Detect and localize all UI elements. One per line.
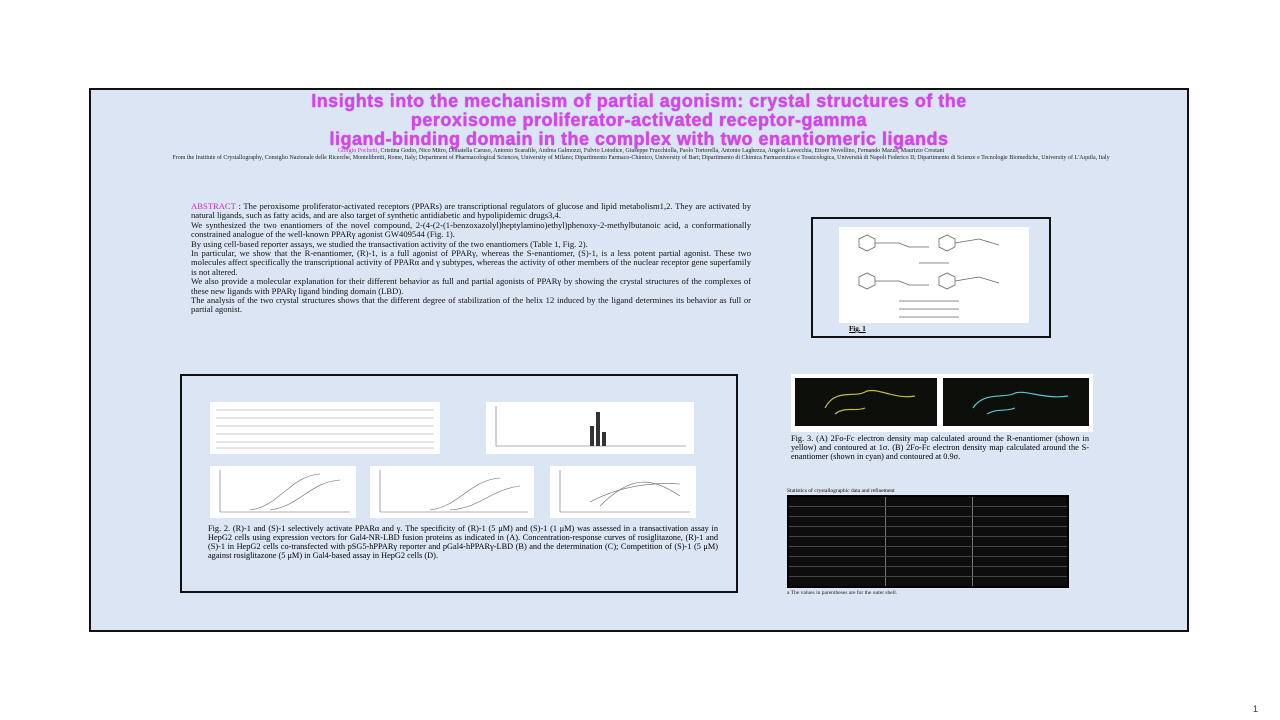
poster-slide [89,88,1189,632]
affiliation: From the Institute of Crystallography, Consiglio Nazionale delle Ricerche, Montelibretti, Rome, Italy; Department of Pharmacological Sciences, University of Milano; Dipartimento Farmaco-Chimico, University of Bari; Dipartimento di Chimica Farmaceutica e Tossicologica, Università di Napoli Federico II; Dipartimento di Scienze e Tecnologie Biomediche, University of L'Aquila, Italy [172,155,1110,161]
table-cell [886,547,973,557]
table-cell [972,507,1068,517]
table-cell [972,496,1068,507]
table-1 [787,488,1069,596]
abstract-heading: ABSTRACT [191,201,236,211]
figure-2c-curve-image [370,466,534,518]
table-cell [886,557,973,567]
table-cell [788,537,886,547]
figure-2d-curve-image [550,466,696,518]
dose-response-curves [210,466,356,518]
table-cell [886,507,973,517]
figure-1-box [811,217,1051,338]
figure-2a-table-image [210,402,440,454]
table-cell [788,517,886,527]
table-row [788,507,1068,517]
title-line-1: Insights into the mechanism of partial agonism: crystal structures of the [311,91,967,111]
abstract-paragraph: : The peroxisome proliferator-activated receptors (PPARs) are transcriptional regulators of glucose and lipid metabolism1,2. They are activated by natural ligands, such as fatty acids, and are also target of synthetic antidiabetic and hypolipidemic drugs3,4. [191,201,751,221]
table-row [788,517,1068,527]
density-map-s-drawing [943,378,1089,426]
table-cell [886,517,973,527]
lead-author: Giorgio Pochetti [337,148,378,154]
table-cell [886,567,973,577]
abstract-paragraph: The analysis of the two crystal structures shows that the different degree of stabilization of the helix 12 induced by the ligand determines its behavior as full or partial agonist. [191,295,751,315]
table-1-title: Statistics of crystallographic data and refinement [787,488,895,494]
table-row [788,537,1068,547]
abstract-paragraph: We synthesized the two enantiomers of the novel compound, 2-(4-(2-(1-benzoxazolyl)heptylamino)ethyl)phenoxy-2-methylbutanoic acid, a conformationally constrained analogue of the well-known PPARγ agonist GW409544 (Fig. 1). [191,219,751,240]
statistics-table [787,495,1069,588]
abstract-text [191,202,751,315]
table-cell [886,496,973,507]
molecule-drawing [839,227,1029,323]
figure-1-caption: Fig. 1 [849,325,866,333]
table-row [788,527,1068,537]
table-row [788,567,1068,577]
title-line-2: peroxisome proliferator-activated receptor-gamma [410,110,868,130]
poster-title [91,92,1187,149]
bar-chart-drawing [486,402,694,454]
table-cell [972,567,1068,577]
table-cell [788,496,886,507]
table-cell [972,577,1068,588]
table-cell [886,537,973,547]
title-line-3: ligand-binding domain in the complex with two enantiomeric ligands [329,129,949,149]
table-cell [972,557,1068,567]
abstract-paragraph: We also provide a molecular explanation for their different behavior as full and partial agonists of PPARγ by showing the crystal structures of the complexes of these new ligands with PPARγ ligand binding domain (LBD). [191,276,751,296]
table-cell [972,517,1068,527]
abstract-paragraph: In particular, we show that the R-enantiomer, (R)-1, is a full agonist of PPARγ, whereas the S-enantiomer, (S)-1, is a less potent partial agonist. These two molecules affect specifically the transcriptional activity of PPARα and γ subtypes, whereas the activity of other members of the nuclear receptor gene superfamily is not altered. [191,248,751,277]
table-cell [788,527,886,537]
author-list: Cristina Godio, Nico Mitro, Donatella Caruso, Antonio Scarafile, Andrea Galmozzi, Fulvio Loiodice, Giuseppe Fracchiolla, Paolo Tortorella, Antonio Laghezza, Angelo Lavecchia, Ettore Novellino, Fernando Mazza, Maurizio Crestani [380,148,945,154]
figure-2-caption: Fig. 2. (R)-1 and (S)-1 selectively activate PPARα and γ. The specificity of (R)-1 (5 μM) and (S)-1 (1 μM) was assessed in a transactivation assay in HepG2 cells using expression vectors for Gal4-NR-LBD fusion proteins as indicated in (A). Concentration-response curves of rosiglitazone, (R)-1 and (S)-1 in HepG2 cells co-transfected with pSG5-hPPARγ reporter and pGal4-hPPARγ-LBD (B) and the determination (C); Competition of (S)-1 (5 μM) against rosiglitazone (5 μM) in Gal4-based assay in HepG2 cells (D). [208,524,718,560]
dose-response-curves [370,466,534,518]
page-number: 1 [1253,704,1259,714]
table-cell [788,507,886,517]
table-cell [886,527,973,537]
table-row [788,557,1068,567]
table-cell [972,527,1068,537]
table-cell [788,557,886,567]
competition-curves [550,466,696,518]
table-cell [788,547,886,557]
density-map-r-drawing [795,378,937,426]
figure-2b-curve-image [210,466,356,518]
table-cell [788,567,886,577]
electron-density-map-s [943,378,1089,426]
abstract-paragraph: By using cell-based reporter assays, we studied the transactivation activity of the two enantiomers (Table 1, Fig. 2). [191,238,588,249]
chemical-structure-image [839,227,1029,323]
table-row [788,496,1068,507]
table-row [788,547,1068,557]
electron-density-map-r [795,378,937,426]
table-1-footnote: a The values in parentheses are for the outer shell. [787,590,898,596]
table-image-lines [210,402,440,454]
table-cell [886,577,973,588]
table-cell [972,537,1068,547]
figure-3-images [791,374,1093,432]
author-block: Giorgio Pochetti, Cristina Godio, Nico Mitro, Donatella Caruso, Antonio Scarafile, Andrea Galmozzi, Fulvio Loiodice, Giuseppe Fracchiolla, Paolo Tortorella, Antonio Laghezza, Angelo Lavecchia, Ettore Novellino, Fernando Mazza, Maurizio Crestani From the Institute of Crystallography, Consiglio Nazionale delle Ricerche, Montelibretti, Rome, Italy; Department of Pharmacological Sciences, University of Milano; Dipartimento Farmaco-Chimico, University of Bari; Dipartimento di Chimica Farmaceutica e Tossicologica, Università di Napoli Federico II; Dipartimento di Scienze e Tecnologie Biomediche, University of L'Aquila, Italy [121,148,1161,162]
figure-2-box [180,374,738,593]
table-cell [972,547,1068,557]
table-cell [788,577,886,588]
figure-3-caption: Fig. 3. (A) 2Fo-Fc electron density map calculated around the R-enantiomer (shown in yellow) and contoured at 1σ. (B) 2Fo-Fc electron density map calculated around the S-enantiomer (shown in cyan) and contoured at 0.9σ. [791,434,1089,461]
table-row [788,577,1068,588]
figure-2a-bar-chart-image [486,402,694,454]
